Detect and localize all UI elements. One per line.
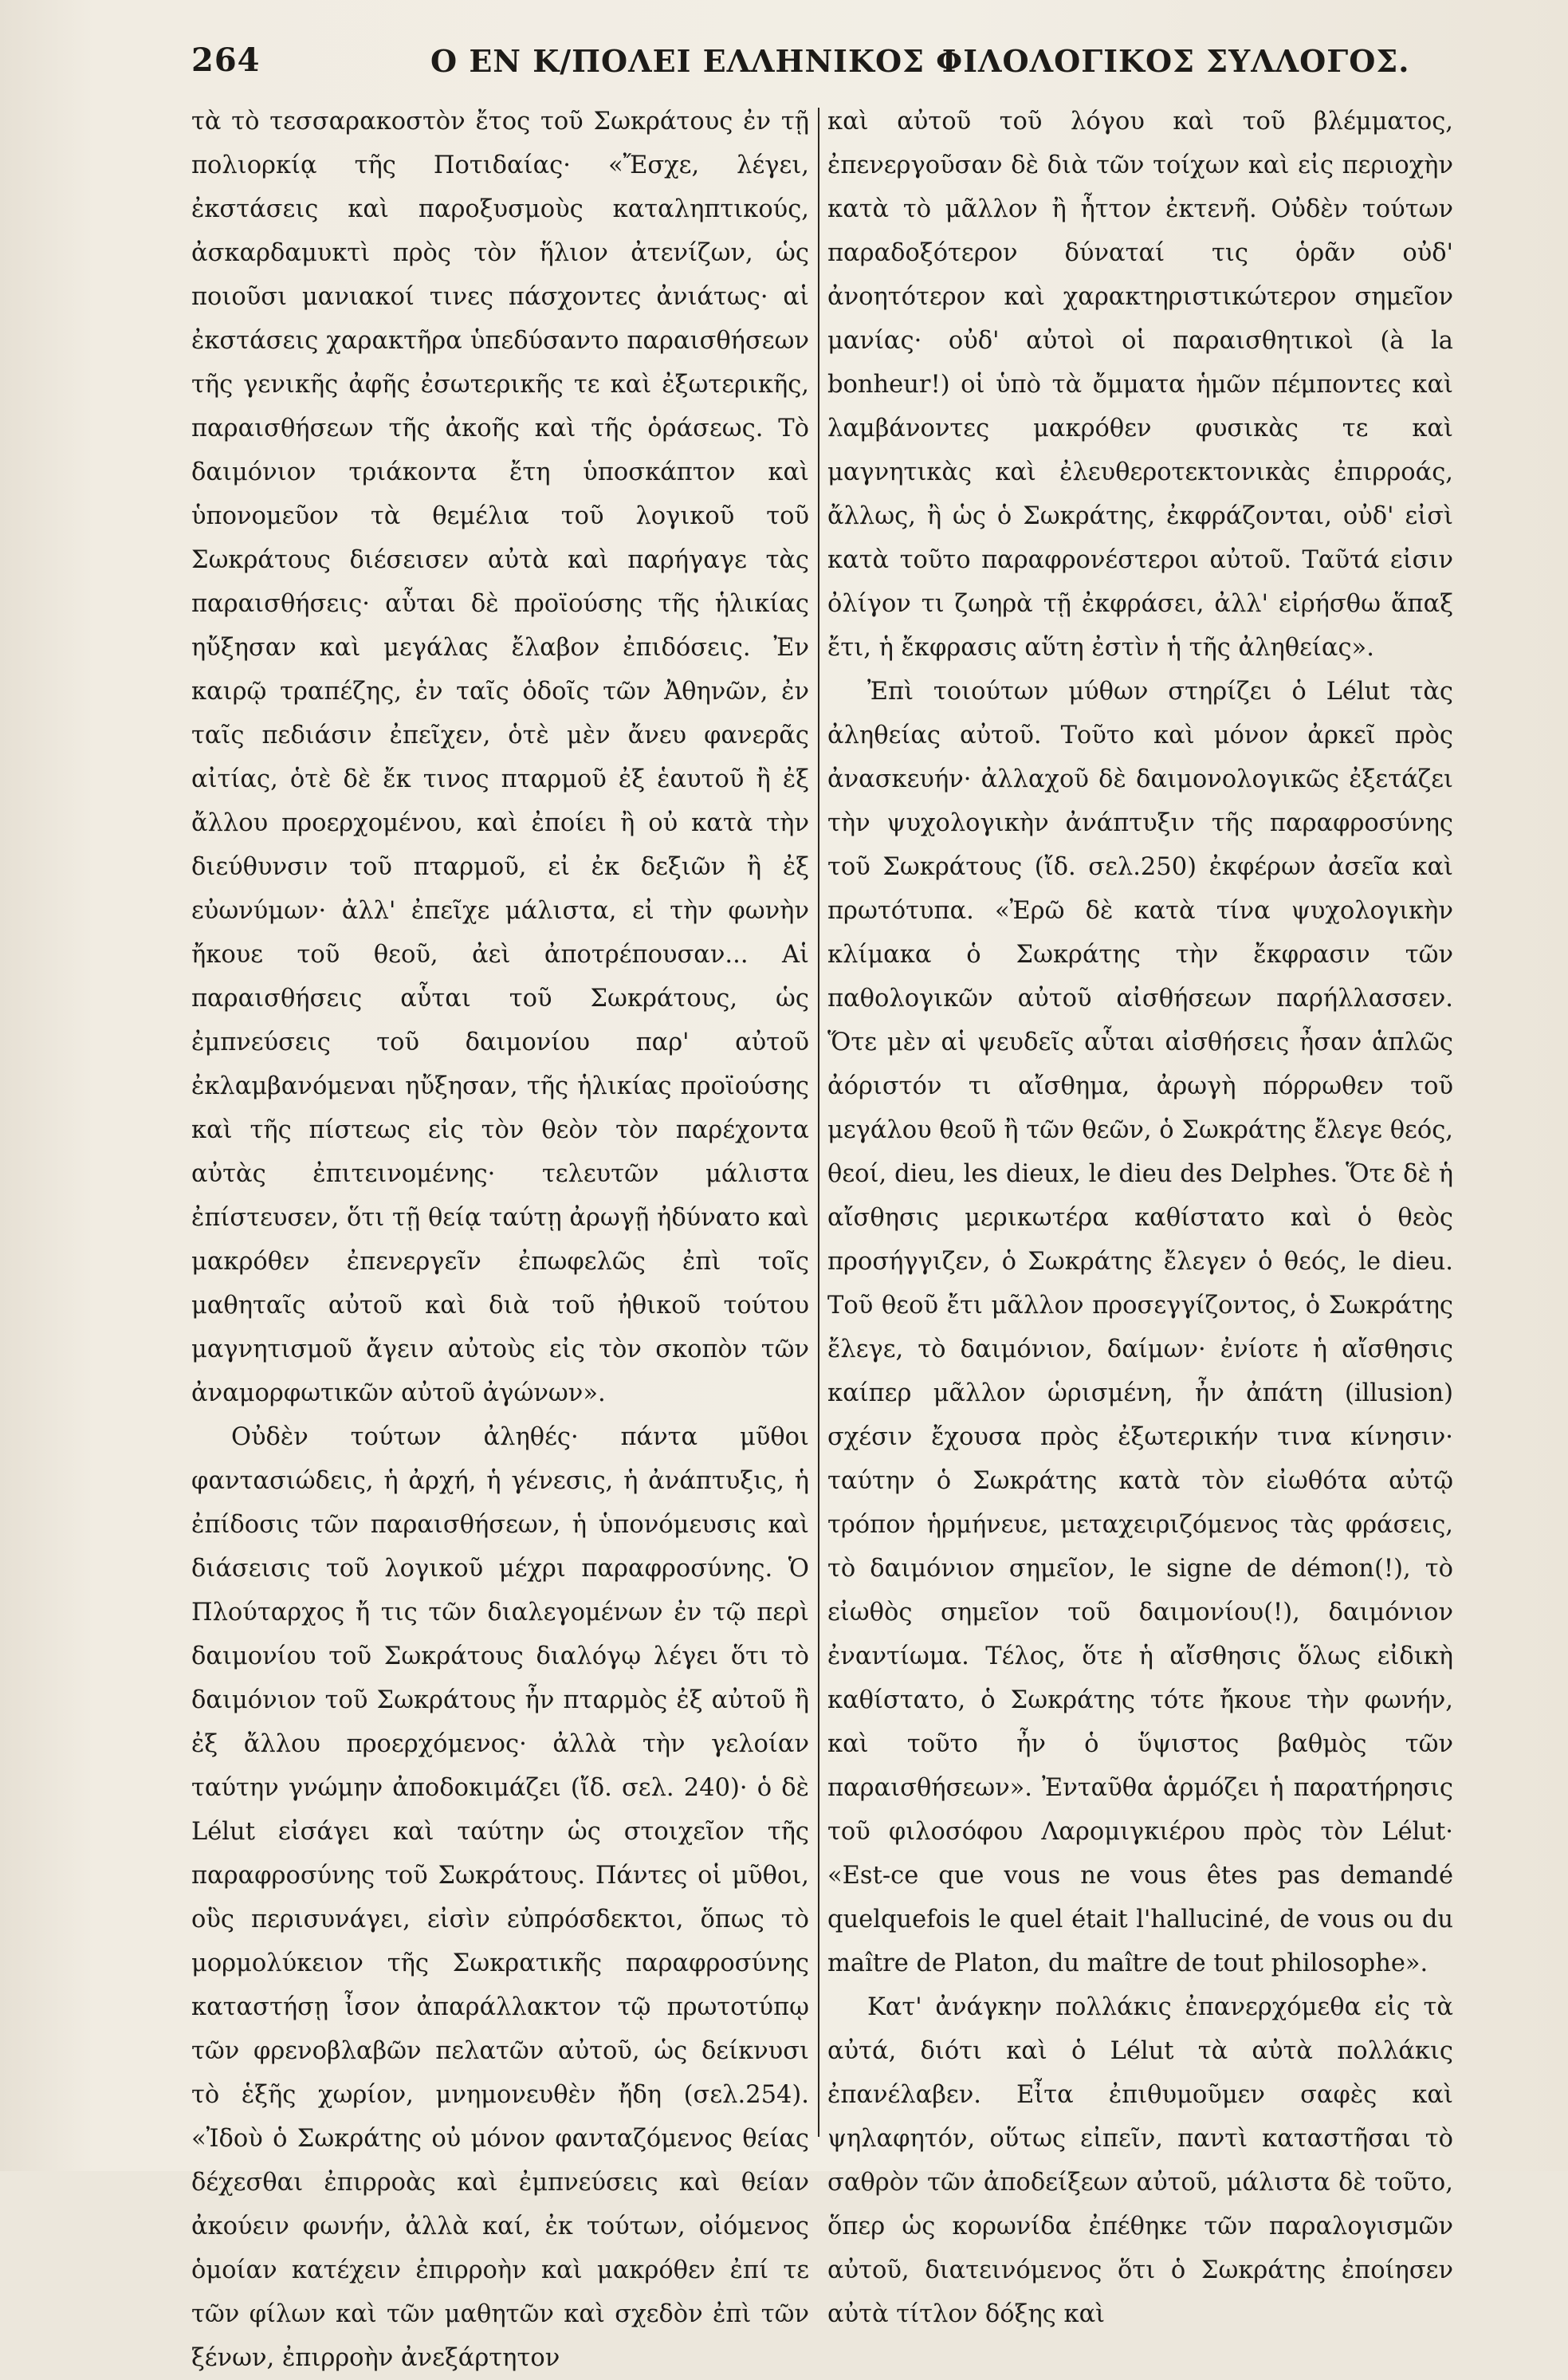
- running-head: Ο ΕΝ Κ/ΠΟΛΕΙ ΕΛΛΗΝΙΚΟΣ ΦΙΛΟΛΟΓΙΚΟΣ ΣΥΛΛΟΓΟΣ.: [430, 43, 1410, 79]
- paragraph: τὰ τὸ τεσσαρακοστὸν ἔτος τοῦ Σωκράτους ἐν τῇ πολιορκίᾳ τῆς Ποτιδαίας· «Ἔσχε, λέγει, ἐκστάσεις καὶ παροξυσμοὺς καταληπτικούς, ἀσκαρδαμυκτὶ πρὸς τὸν ἥλιον ἀτενίζων, ὡς ποιοῦσι μανιακοί τινες πάσχοντες ἀνιάτως· αἱ ἐκστάσεις χαρακτῆρα ὑπεδύσαντο παραισθήσεων τῆς γενικῆς ἀφῆς ἐσωτερικῆς τε καὶ ἐξωτερικῆς, παραισθήσεων τῆς ἀκοῆς καὶ τῆς ὁράσεως. Τὸ δαιμόνιον τριάκοντα ἔτη ὑποσκάπτον καὶ ὑπονομεῦον τὰ θεμέλια τοῦ λογικοῦ τοῦ Σωκράτους διέσεισεν αὐτὰ καὶ παρήγαγε τὰς παραισθήσεις· αὗται δὲ προϊούσης τῆς ἡλικίας ηὔξησαν καὶ μεγάλας ἔλαβον ἐπιδόσεις. Ἐν καιρῷ τραπέζης, ἐν ταῖς ὁδοῖς τῶν Ἀθηνῶν, ἐν ταῖς πεδιάσιν ἐπεῖχεν, ὁτὲ μὲν ἄνευ φανερᾶς αἰτίας, ὁτὲ δὲ ἔκ τινος πταρμοῦ ἐξ ἑαυτοῦ ἢ ἐξ ἄλλου προερχομένου, καὶ ἐποίει ἢ οὐ κατὰ τὴν διεύθυνσιν τοῦ πταρμοῦ, εἰ ἐκ δεξιῶν ἢ ἐξ εὐωνύμων· ἀλλ' ἐπεῖχε μάλιστα, εἰ τὴν φωνὴν ἤκουε τοῦ θεοῦ, ἀεὶ ἀποτρέπουσαν... Αἱ παραισθήσεις αὗται τοῦ Σωκράτους, ὡς ἐμπνεύσεις τοῦ δαιμονίου παρ' αὐτοῦ ἐκλαμβανόμεναι ηὔξησαν, τῆς ἡλικίας προϊούσης καὶ τῆς πίστεως εἰς τὸν θεὸν τὸν παρέχοντα αὐτὰς ἐπιτεινομένης· τελευτῶν μάλιστα ἐπίστευσεν, ὅτι τῇ θείᾳ ταύτῃ ἀρωγῇ ἠδύνατο καὶ μακρόθεν ἐπενεργεῖν ἐπωφελῶς ἐπὶ τοῖς μαθηταῖς αὐτοῦ καὶ διὰ τοῦ ἠθικοῦ τούτου μαγνητισμοῦ ἄγειν αὐτοὺς εἰς τὸν σκοπὸν τῶν ἀναμορφωτικῶν αὐτοῦ ἀγώνων».: [191, 108, 809, 1407]
- paragraph: Ἐπὶ τοιούτων μύθων στηρίζει ὁ Lélut τὰς ἀληθείας αὐτοῦ. Τοῦτο καὶ μόνον ἀρκεῖ πρὸς ἀνασκευήν· ἀλλαχοῦ δὲ δαιμονολογικῶς ἐξετάζει τὴν ψυχολογικὴν ἀνάπτυξιν τῆς παραφροσύνης τοῦ Σωκράτους (ἴδ. σελ.250) ἐκφέρων ἀσεῖα καὶ πρωτότυπα. «Ἐρῶ δὲ κατὰ τίνα ψυχολογικὴν κλίμακα ὁ Σωκράτης τὴν ἔκφρασιν τῶν παθολογικῶν αὐτοῦ αἰσθήσεων παρήλλασσεν. Ὅτε μὲν αἱ ψευδεῖς αὗται αἰσθήσεις ἦσαν ἁπλῶς ἀόριστόν τι αἴσθημα, ἀρωγὴ πόρρωθεν τοῦ μεγάλου θεοῦ ἢ τῶν θεῶν, ὁ Σωκράτης ἔλεγε θεός, θεοί, dieu, les dieux, le dieu des Delphes. Ὅτε δὲ ἡ αἴσθησις μερικωτέρα καθίστατο καὶ ὁ θεὸς προσήγγιζεν, ὁ Σωκράτης ἔλεγεν ὁ θεός, le dieu. Τοῦ θεοῦ ἔτι μᾶλλον προσεγγίζοντος, ὁ Σωκράτης ἔλεγε, τὸ δαιμόνιον, δαίμων· ἐνίοτε ἡ αἴσθησις καίπερ μᾶλλον ὡρισμένη, ἦν ἀπάτη (illusion) σχέσιν ἔχουσα πρὸς ἐξωτερικήν τινα κίνησιν· ταύτην ὁ Σωκράτης κατὰ τὸν εἰωθότα αὐτῷ τρόπον ἡρμήνευε, μεταχειριζόμενος τὰς φράσεις, τὸ δαιμόνιον σημεῖον, le signe de démon(!), τὸ εἰωθὸς σημεῖον τοῦ δαιμονίου(!), δαιμόνιον ἐναντίωμα. Τέλος, ὅτε ἡ αἴσθησις ὅλως εἰδικὴ καθίστατο, ὁ Σωκράτης τότε ἤκουε τὴν φωνήν, καὶ τοῦτο ἦν ὁ ὕψιστος βαθμὸς τῶν παραισθήσεων». Ἐνταῦθα ἁρμόζει ἡ παρατήρησις τοῦ φιλοσόφου Λαρομιγκιέρου πρὸς τὸν Lélut· «Est-ce que vous ne vous êtes pas demandé quelquefois le quel était l'halluciné, de vous ou du maître de Platon, du maître de tout philosophe».: [827, 678, 1453, 1977]
- page-header: [191, 41, 1435, 89]
- page-number: 264: [191, 41, 261, 79]
- right-column: [827, 100, 1453, 2328]
- paragraph: Οὐδὲν τούτων ἀληθές· πάντα μῦθοι φαντασιώδεις, ἡ ἀρχή, ἡ γένεσις, ἡ ἀνάπτυξις, ἡ ἐπίδοσις τῶν παραισθήσεων, ἡ ὑπονόμευσις καὶ διάσεισις τοῦ λογικοῦ μέχρι παραφροσύνης. Ὁ Πλούταρχος ἤ τις τῶν διαλεγομένων ἐν τῷ περὶ δαιμονίου τοῦ Σωκράτους διαλόγῳ λέγει ὅτι τὸ δαιμόνιον τοῦ Σωκράτους ἦν πταρμὸς ἐξ αὐτοῦ ἢ ἐξ ἄλλου προερχόμενος· ἀλλὰ τὴν γελοίαν ταύτην γνώμην ἀποδοκιμάζει (ἴδ. σελ. 240)· ὁ δὲ Lélut εἰσάγει καὶ ταύτην ὡς στοιχεῖον τῆς παραφροσύνης τοῦ Σωκράτους. Πάντες οἱ μῦθοι, οὓς περισυνάγει, εἰσὶν εὐπρόσδεκτοι, ὅπως τὸ μορμολύκειον τῆς Σωκρατικῆς παραφροσύνης καταστήσῃ ἶσον ἀπαράλλακτον τῷ πρωτοτύπῳ τῶν φρενοβλαβῶν πελατῶν αὐτοῦ, ὡς δείκνυσι τὸ ἑξῆς χωρίον, μνημονευθὲν ἤδη (σελ.254). «Ἰδοὺ ὁ Σωκράτης οὐ μόνον φανταζόμενος θείας δέχεσθαι ἐπιρροὰς καὶ ἐμπνεύσεις καὶ θείαν ἀκούειν φωνήν, ἀλλὰ καί, ἐκ τούτων, οἰόμενος ὁμοίαν κατέχειν ἐπιρροὴν καὶ μακρόθεν ἐπί τε τῶν φίλων καὶ τῶν μαθητῶν καὶ σχεδὸν ἐπὶ τῶν ξένων, ἐπιρροὴν ἀνεξάρτητον: [191, 1423, 809, 2372]
- paragraph: Κατ' ἀνάγκην πολλάκις ἐπανερχόμεθα εἰς τὰ αὐτά, διότι καὶ ὁ Lélut τὰ αὐτὰ πολλάκις ἐπανέλαβεν. Εἶτα ἐπιθυμοῦμεν σαφὲς καὶ ψηλαφητόν, οὕτως εἰπεῖν, παντὶ καταστῆσαι τὸ σαθρὸν τῶν ἀποδείξεων αὐτοῦ, μάλιστα δὲ τοῦτο, ὅπερ ὡς κορωνίδα ἐπέθηκε τῶν παραλογισμῶν αὐτοῦ, διατεινόμενος ὅτι ὁ Σωκράτης ἐποίησεν αὐτὰ τίτλον δόξης καὶ: [827, 1993, 1453, 2328]
- paragraph: καὶ αὐτοῦ τοῦ λόγου καὶ τοῦ βλέμματος, ἐπενεργοῦσαν δὲ διὰ τῶν τοίχων καὶ εἰς περιοχὴν κατὰ τὸ μᾶλλον ἢ ἧττον ἐκτενῆ. Οὐδὲν τούτων παραδοξότερον δύναταί τις ὁρᾶν οὐδ' ἀνοητότερον καὶ χαρακτηριστικώτερον σημεῖον μανίας· οὐδ' αὐτοὶ οἱ παραισθητικοὶ (à la bonheur!) οἱ ὑπὸ τὰ ὄμματα ἡμῶν πέμποντες καὶ λαμβάνοντες μακρόθεν φυσικὰς τε καὶ μαγνητικὰς καὶ ἐλευθεροτεκτονικὰς ἐπιρροάς, ἄλλως, ἢ ὡς ὁ Σωκράτης, ἐκφράζονται, οὐδ' εἰσὶ κατὰ τοῦτο παραφρονέστεροι αὐτοῦ. Ταῦτά εἰσιν ὀλίγον τι ζωηρὰ τῇ ἐκφράσει, ἀλλ' εἰρήσθω ἅπαξ ἔτι, ἡ ἔκφρασις αὕτη ἐστὶν ἡ τῆς ἀληθείας».: [827, 108, 1453, 662]
- left-column: [191, 100, 809, 2372]
- column-divider: [818, 108, 819, 2137]
